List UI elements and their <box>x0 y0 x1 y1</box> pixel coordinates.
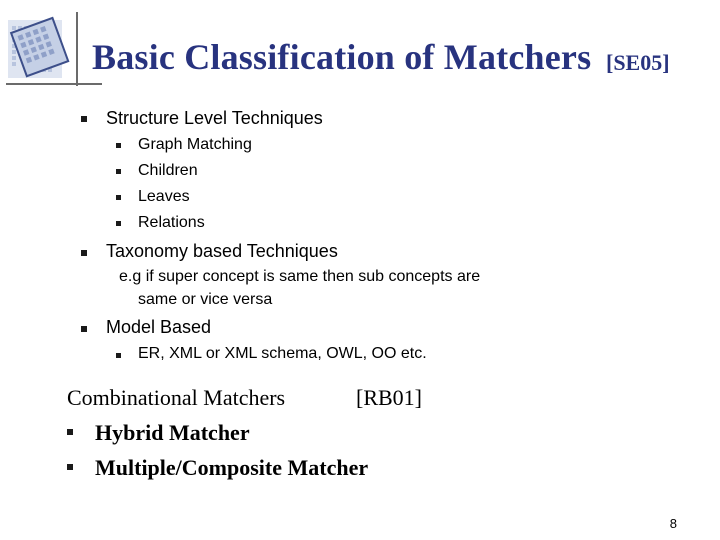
list-item: Leaves <box>138 188 190 205</box>
square-bullet-icon <box>116 353 121 358</box>
square-bullet-icon <box>81 116 87 122</box>
square-bullet-icon <box>67 464 73 470</box>
section-heading-structure: Structure Level Techniques <box>106 108 323 128</box>
taxonomy-note-line1: e.g if super concept is same then sub concepts are <box>119 268 481 285</box>
section-heading-model: Model Based <box>106 317 212 337</box>
list-item: Multiple/Composite Matcher <box>95 455 369 480</box>
combinational-heading: Combinational Matchers <box>67 385 286 410</box>
page-number: 8 <box>669 516 677 531</box>
header-vertical-rule <box>76 12 78 86</box>
list-item: ER, XML or XML schema, OWL, OO etc. <box>138 345 427 362</box>
header-horizontal-rule <box>6 83 102 85</box>
list-item: Children <box>138 162 198 179</box>
list-item: Relations <box>138 214 205 231</box>
section-heading-taxonomy: Taxonomy based Techniques <box>106 241 338 261</box>
square-bullet-icon <box>116 143 121 148</box>
combinational-reference: [RB01] <box>356 385 422 410</box>
slide-title: Basic Classification of Matchers <box>92 37 592 77</box>
square-bullet-icon <box>81 250 87 256</box>
title-reference: [SE05] <box>606 50 670 75</box>
list-item: Graph Matching <box>138 136 252 153</box>
square-bullet-icon <box>116 221 121 226</box>
taxonomy-note-line2: same or vice versa <box>138 291 273 308</box>
list-item: Hybrid Matcher <box>95 420 250 445</box>
square-bullet-icon <box>116 195 121 200</box>
square-bullet-icon <box>67 429 73 435</box>
tilted-grid-logo-icon <box>6 12 74 84</box>
square-bullet-icon <box>116 169 121 174</box>
square-bullet-icon <box>81 326 87 332</box>
